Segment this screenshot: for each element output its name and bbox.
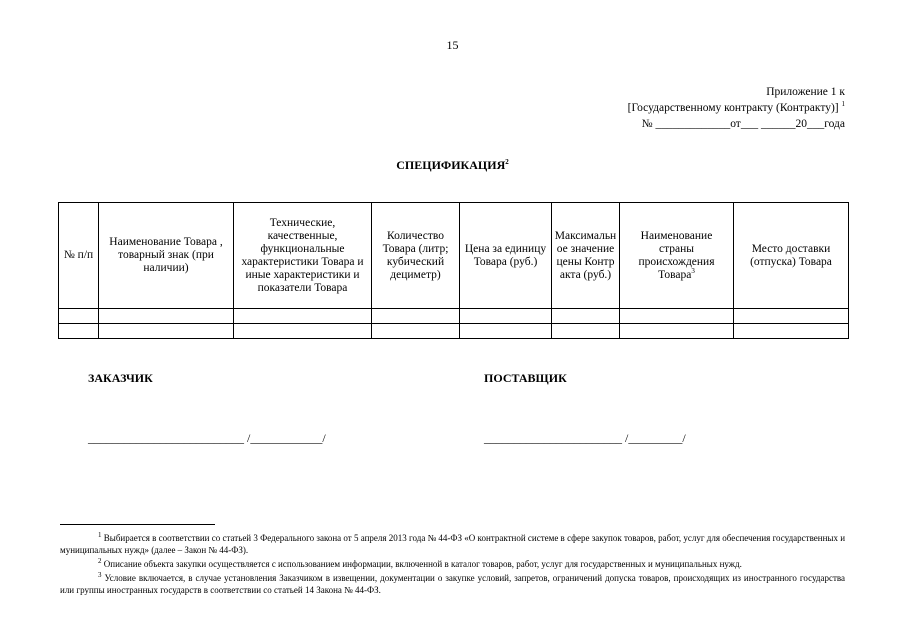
table-cell[interactable]	[234, 309, 372, 324]
table-cell[interactable]	[460, 324, 552, 339]
col-header-max-price: Максимальное значение цены Контракта (руб.)	[552, 203, 620, 309]
table-cell[interactable]	[372, 324, 460, 339]
appendix-contract-text: [Государственному контракту (Контракту)]	[627, 102, 839, 114]
footnote-mark: 2	[98, 557, 102, 565]
table-cell[interactable]	[59, 324, 99, 339]
country-header-text: Наименование страны происхождения Товара	[638, 229, 715, 281]
col-header-delivery: Место доставки (отпуска) Товара	[734, 203, 849, 309]
customer-signature-line[interactable]: __________________________ /____________/	[88, 431, 326, 445]
footnote-ref-3: 3	[691, 266, 695, 275]
table-cell[interactable]	[734, 324, 849, 339]
table-cell[interactable]	[99, 309, 234, 324]
document-title	[0, 158, 905, 173]
customer-label: ЗАКАЗЧИК	[88, 371, 153, 385]
col-header-characteristics: Технические, качественные, функциональные характеристики Товара и иные характеристики и показатели Товара	[234, 203, 372, 309]
footnote-text: Описание объекта закупки осуществляется с использованием информации, включенной в каталог товаров, работ, услуг для государственных и муниципальных нужд.	[103, 559, 742, 569]
appendix-line-3: № _____________от___ ______20___года	[641, 118, 845, 130]
table-cell[interactable]	[734, 309, 849, 324]
appendix-line-1: Приложение 1 к	[766, 86, 845, 98]
footnote-mark: 3	[98, 571, 102, 579]
table-cell[interactable]	[620, 324, 734, 339]
footnote-2	[60, 558, 845, 570]
footnote-divider	[60, 524, 215, 525]
table-cell[interactable]	[372, 309, 460, 324]
table-cell[interactable]	[552, 309, 620, 324]
table-cell[interactable]	[620, 309, 734, 324]
appendix-header	[628, 84, 845, 132]
footnote-ref-2: 2	[505, 158, 509, 166]
col-header-quantity: Количество Товара (литр; кубический дециметр)	[372, 203, 460, 309]
table-cell[interactable]	[59, 309, 99, 324]
footnote-ref-1: 1	[841, 100, 845, 109]
footnote-1	[60, 532, 845, 556]
supplier-signature-line[interactable]: _______________________ /_________/	[484, 431, 686, 445]
col-header-number: № п/п	[59, 203, 99, 309]
appendix-line-2	[628, 100, 845, 116]
table-header-row	[59, 203, 849, 309]
table-cell[interactable]	[552, 324, 620, 339]
specification-table	[58, 202, 849, 339]
col-header-name: Наименование Товара , товарный знак (при наличии)	[99, 203, 234, 309]
footnote-3	[60, 572, 845, 596]
title-text: СПЕЦИФИКАЦИЯ	[396, 158, 506, 172]
col-header-country	[620, 203, 734, 309]
supplier-label: ПОСТАВЩИК	[484, 371, 567, 385]
footnote-text: Выбирается в соответствии со статьей 3 Федерального закона от 5 апреля 2013 года № 44-ФЗ «О контрактной системе в сфере закупок товаров, работ, услуг для обеспечения государственных и муниципальных нужд» (далее – Закон № 44-ФЗ).	[60, 533, 846, 555]
table-cell[interactable]	[460, 309, 552, 324]
table-row	[59, 324, 849, 339]
page-number: 15	[446, 38, 459, 52]
footnote-mark: 1	[98, 531, 102, 539]
table-cell[interactable]	[99, 324, 234, 339]
col-header-unit-price: Цена за единицу Товара (руб.)	[460, 203, 552, 309]
footnote-text: Условие включается, в случае установления Заказчиком в извещении, документации о закупке условий, запретов, ограничений допуска товаров, происходящих из иностранного государства или группы иностранных государств в соответствии со статьей 14 Закона № 44-ФЗ.	[60, 573, 846, 595]
table-cell[interactable]	[234, 324, 372, 339]
table-row	[59, 309, 849, 324]
footnotes	[60, 532, 845, 598]
